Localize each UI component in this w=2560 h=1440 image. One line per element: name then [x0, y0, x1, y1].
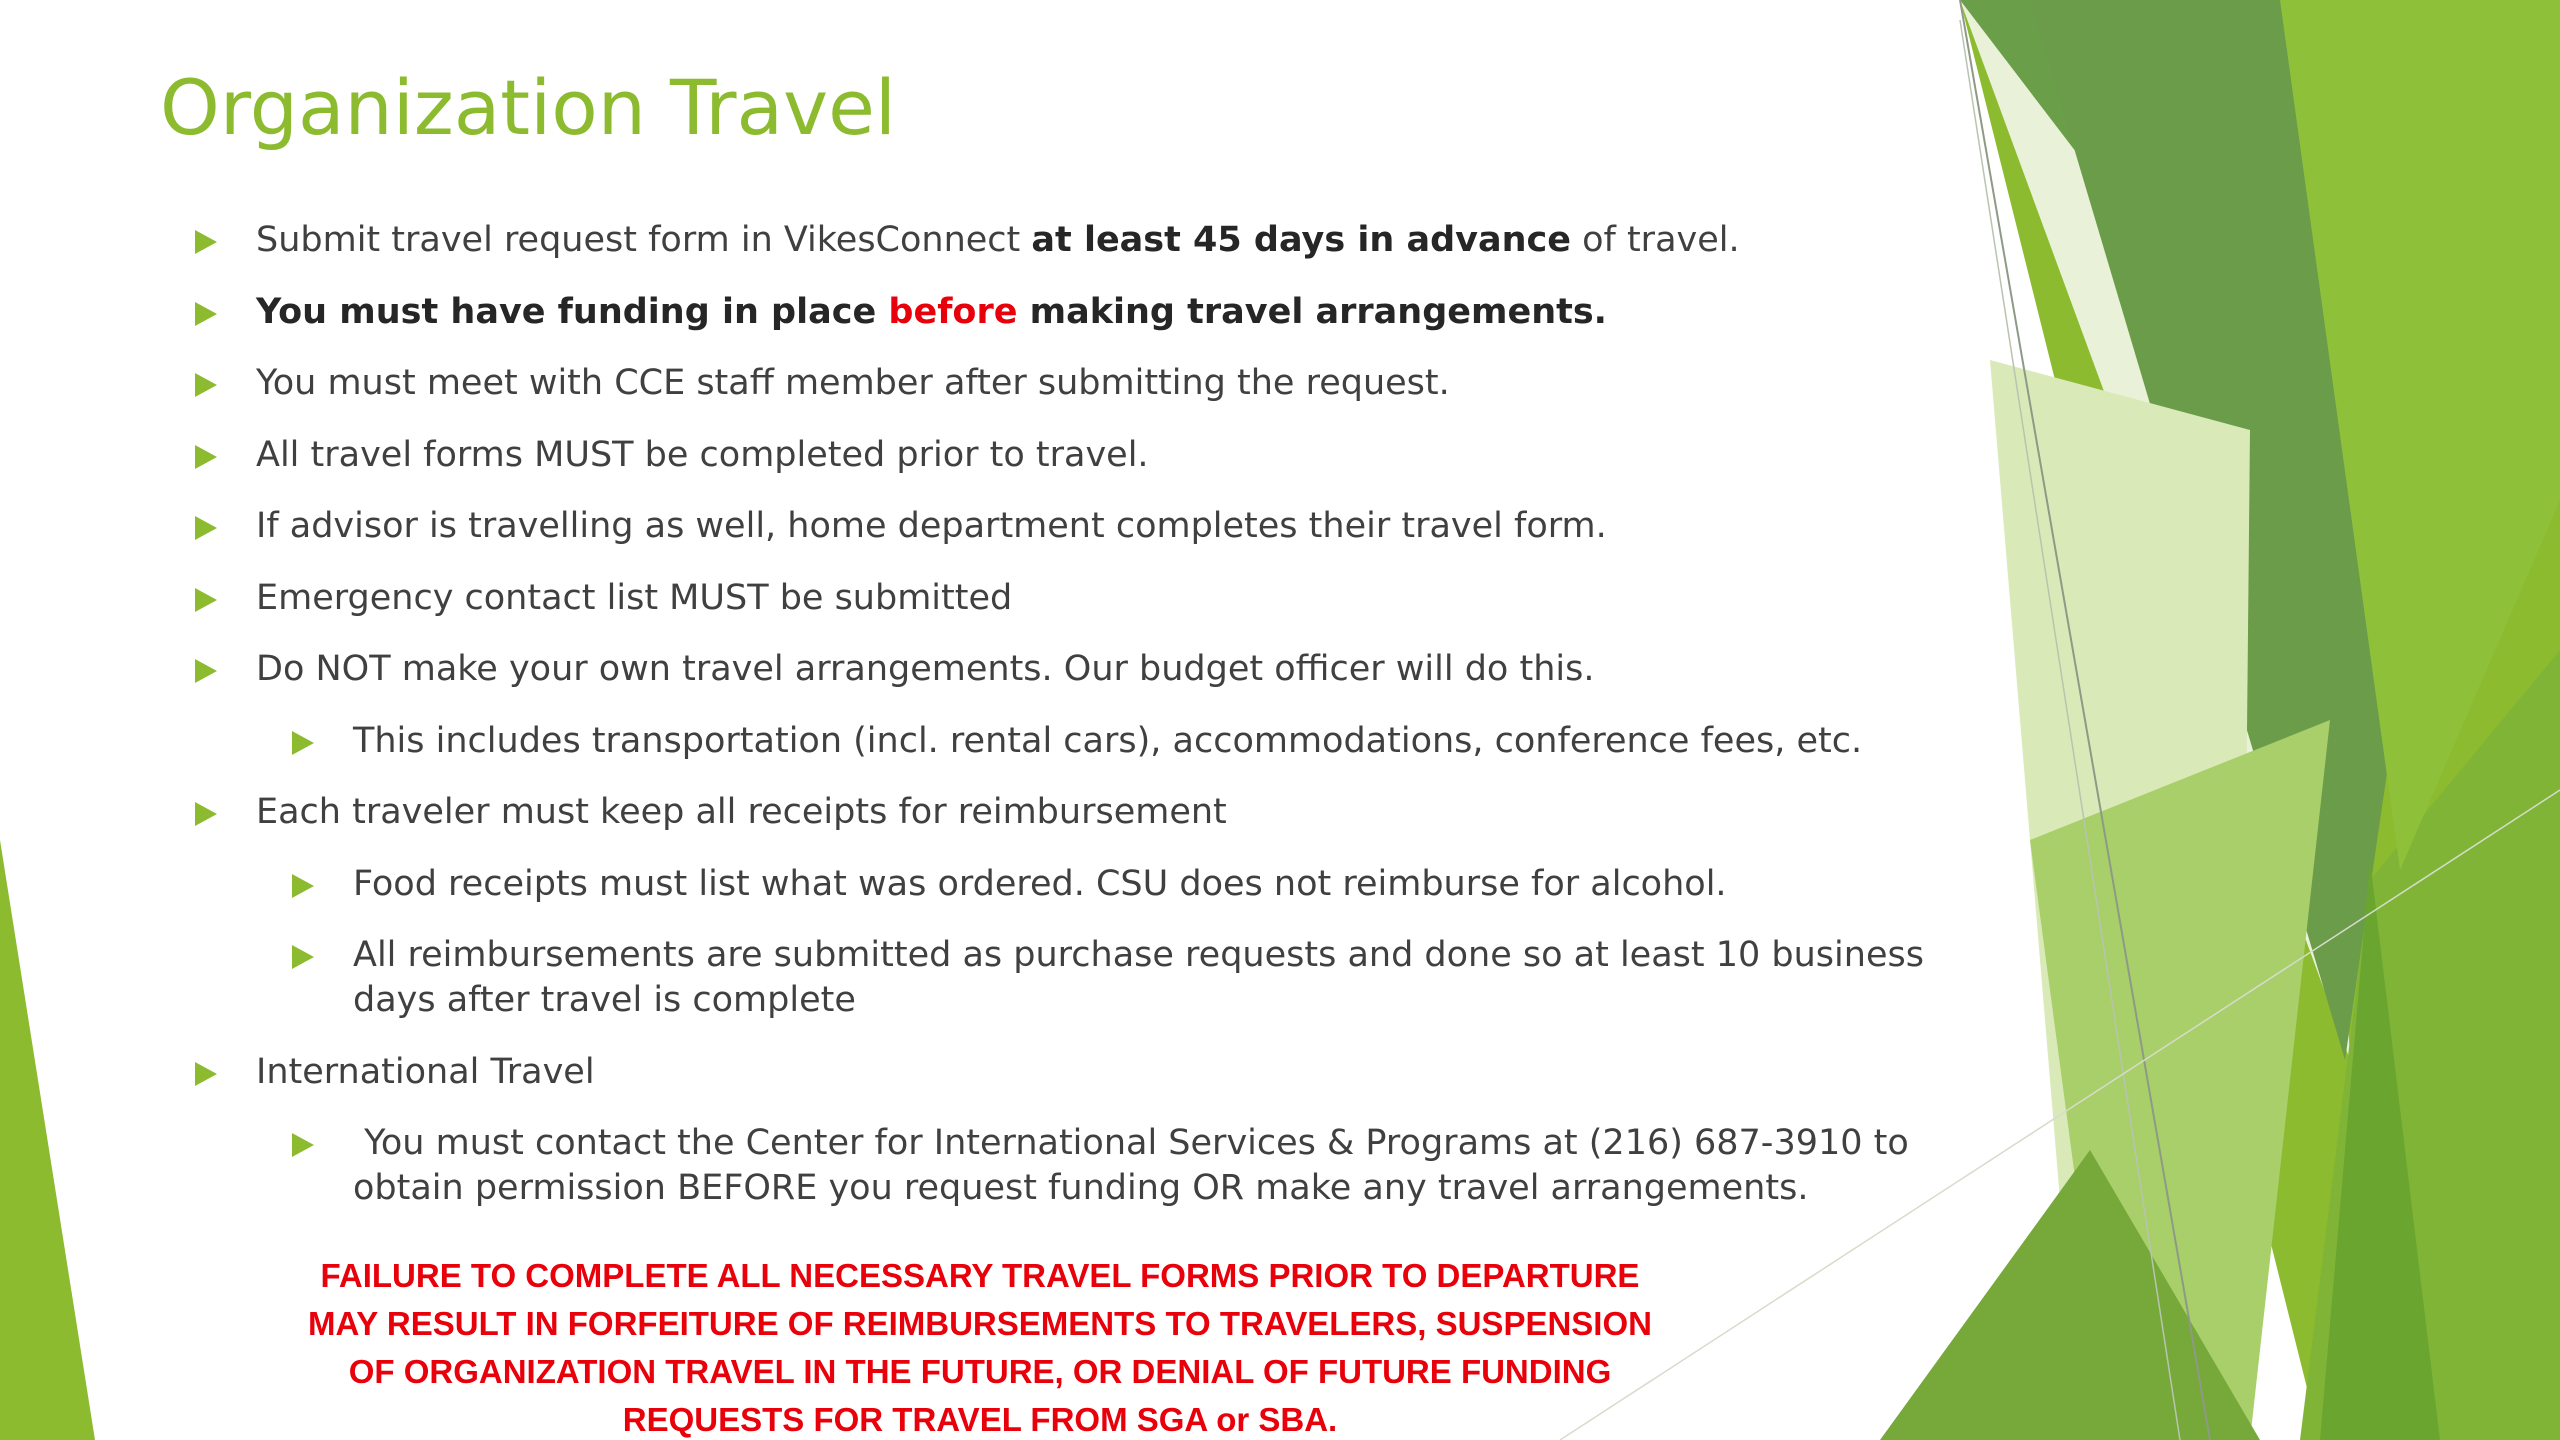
bullet-text: International Travel — [256, 1052, 595, 1092]
bullet-meet-cce-staff — [256, 361, 1956, 406]
triangle-bullet-icon — [195, 588, 217, 612]
bullet-text: Food receipts must list what was ordered. CSU does not reimburse for alcohol. — [353, 864, 1727, 904]
warning-notice: FAILURE TO COMPLETE ALL NECESSARY TRAVEL FORMS PRIOR TO DEPARTURE MAY RESULT IN FORFEITURE OF REIMBURSEMENTS TO TRAVELERS, SUSPENSION OF ORGANIZATION TRAVEL IN THE FUTURE, OR DENIAL OF FUTURE FUNDING REQUESTS FOR TRAVEL FROM SGA or SBA. — [308, 1257, 1652, 1438]
triangle-bullet-icon — [195, 230, 217, 254]
triangle-bullet-icon — [195, 516, 217, 540]
slide-title: Organization Travel — [160, 63, 896, 152]
triangle-bullet-icon — [292, 945, 314, 969]
triangle-bullet-icon — [195, 802, 217, 826]
triangle-bullet-icon — [195, 1062, 217, 1086]
bullet-text: You must contact the Center for International Services & Programs at (216) 687-3910 to obtain permission BEFORE you request funding OR make any travel arrangements. — [353, 1123, 1920, 1208]
triangle-bullet-icon — [195, 373, 217, 397]
triangle-bullet-icon — [292, 1133, 314, 1157]
bullet-travel-forms — [256, 433, 1956, 478]
bullet-advisor-travel — [256, 504, 1956, 549]
subbullet-includes-transportation — [353, 719, 1933, 764]
bullet-international-travel — [256, 1050, 1956, 1095]
bullet-keep-receipts — [256, 790, 1956, 835]
triangle-bullet-icon — [195, 445, 217, 469]
bullet-text: If advisor is travelling as well, home department completes their travel form. — [256, 506, 1607, 546]
subbullet-contact-international-services — [353, 1121, 1933, 1211]
bullet-text: Do NOT make your own travel arrangements. Our budget officer will do this. — [256, 649, 1595, 689]
triangle-bullet-icon — [292, 874, 314, 898]
bullet-text-part: of travel. — [1570, 220, 1740, 260]
subbullet-reimbursements — [353, 933, 1933, 1023]
bullet-travel-request — [256, 218, 1956, 263]
bullet-funding-in-place — [256, 290, 1956, 335]
bullet-text-highlight: before — [888, 292, 1018, 332]
bullet-text-emphasis: You must have funding in place — [256, 292, 889, 332]
triangle-bullet-icon — [195, 302, 217, 326]
bullet-text: Emergency contact list MUST be submitted — [256, 578, 1013, 618]
triangle-bullet-icon — [292, 731, 314, 755]
bullet-text: All reimbursements are submitted as purchase requests and done so at least 10 business days after travel is complete — [353, 935, 1924, 1020]
bullet-text: All travel forms MUST be completed prior to travel. — [256, 435, 1149, 475]
bullet-text: This includes transportation (incl. rental cars), accommodations, conference fees, etc. — [353, 721, 1863, 761]
bullet-text: Each traveler must keep all receipts for reimbursement — [256, 792, 1227, 832]
subbullet-food-receipts — [353, 862, 1933, 907]
triangle-bullet-icon — [195, 659, 217, 683]
bullet-text: You must meet with CCE staff member after submitting the request. — [256, 363, 1450, 403]
bullet-no-own-arrangements — [256, 647, 1956, 692]
bullet-text-emphasis: making travel arrangements. — [1017, 292, 1607, 332]
bullet-text-part: Submit travel request form in VikesConnect — [256, 220, 1032, 260]
bullet-text-emphasis: at least 45 days in advance — [1031, 220, 1571, 260]
bullet-emergency-contact — [256, 576, 1956, 621]
